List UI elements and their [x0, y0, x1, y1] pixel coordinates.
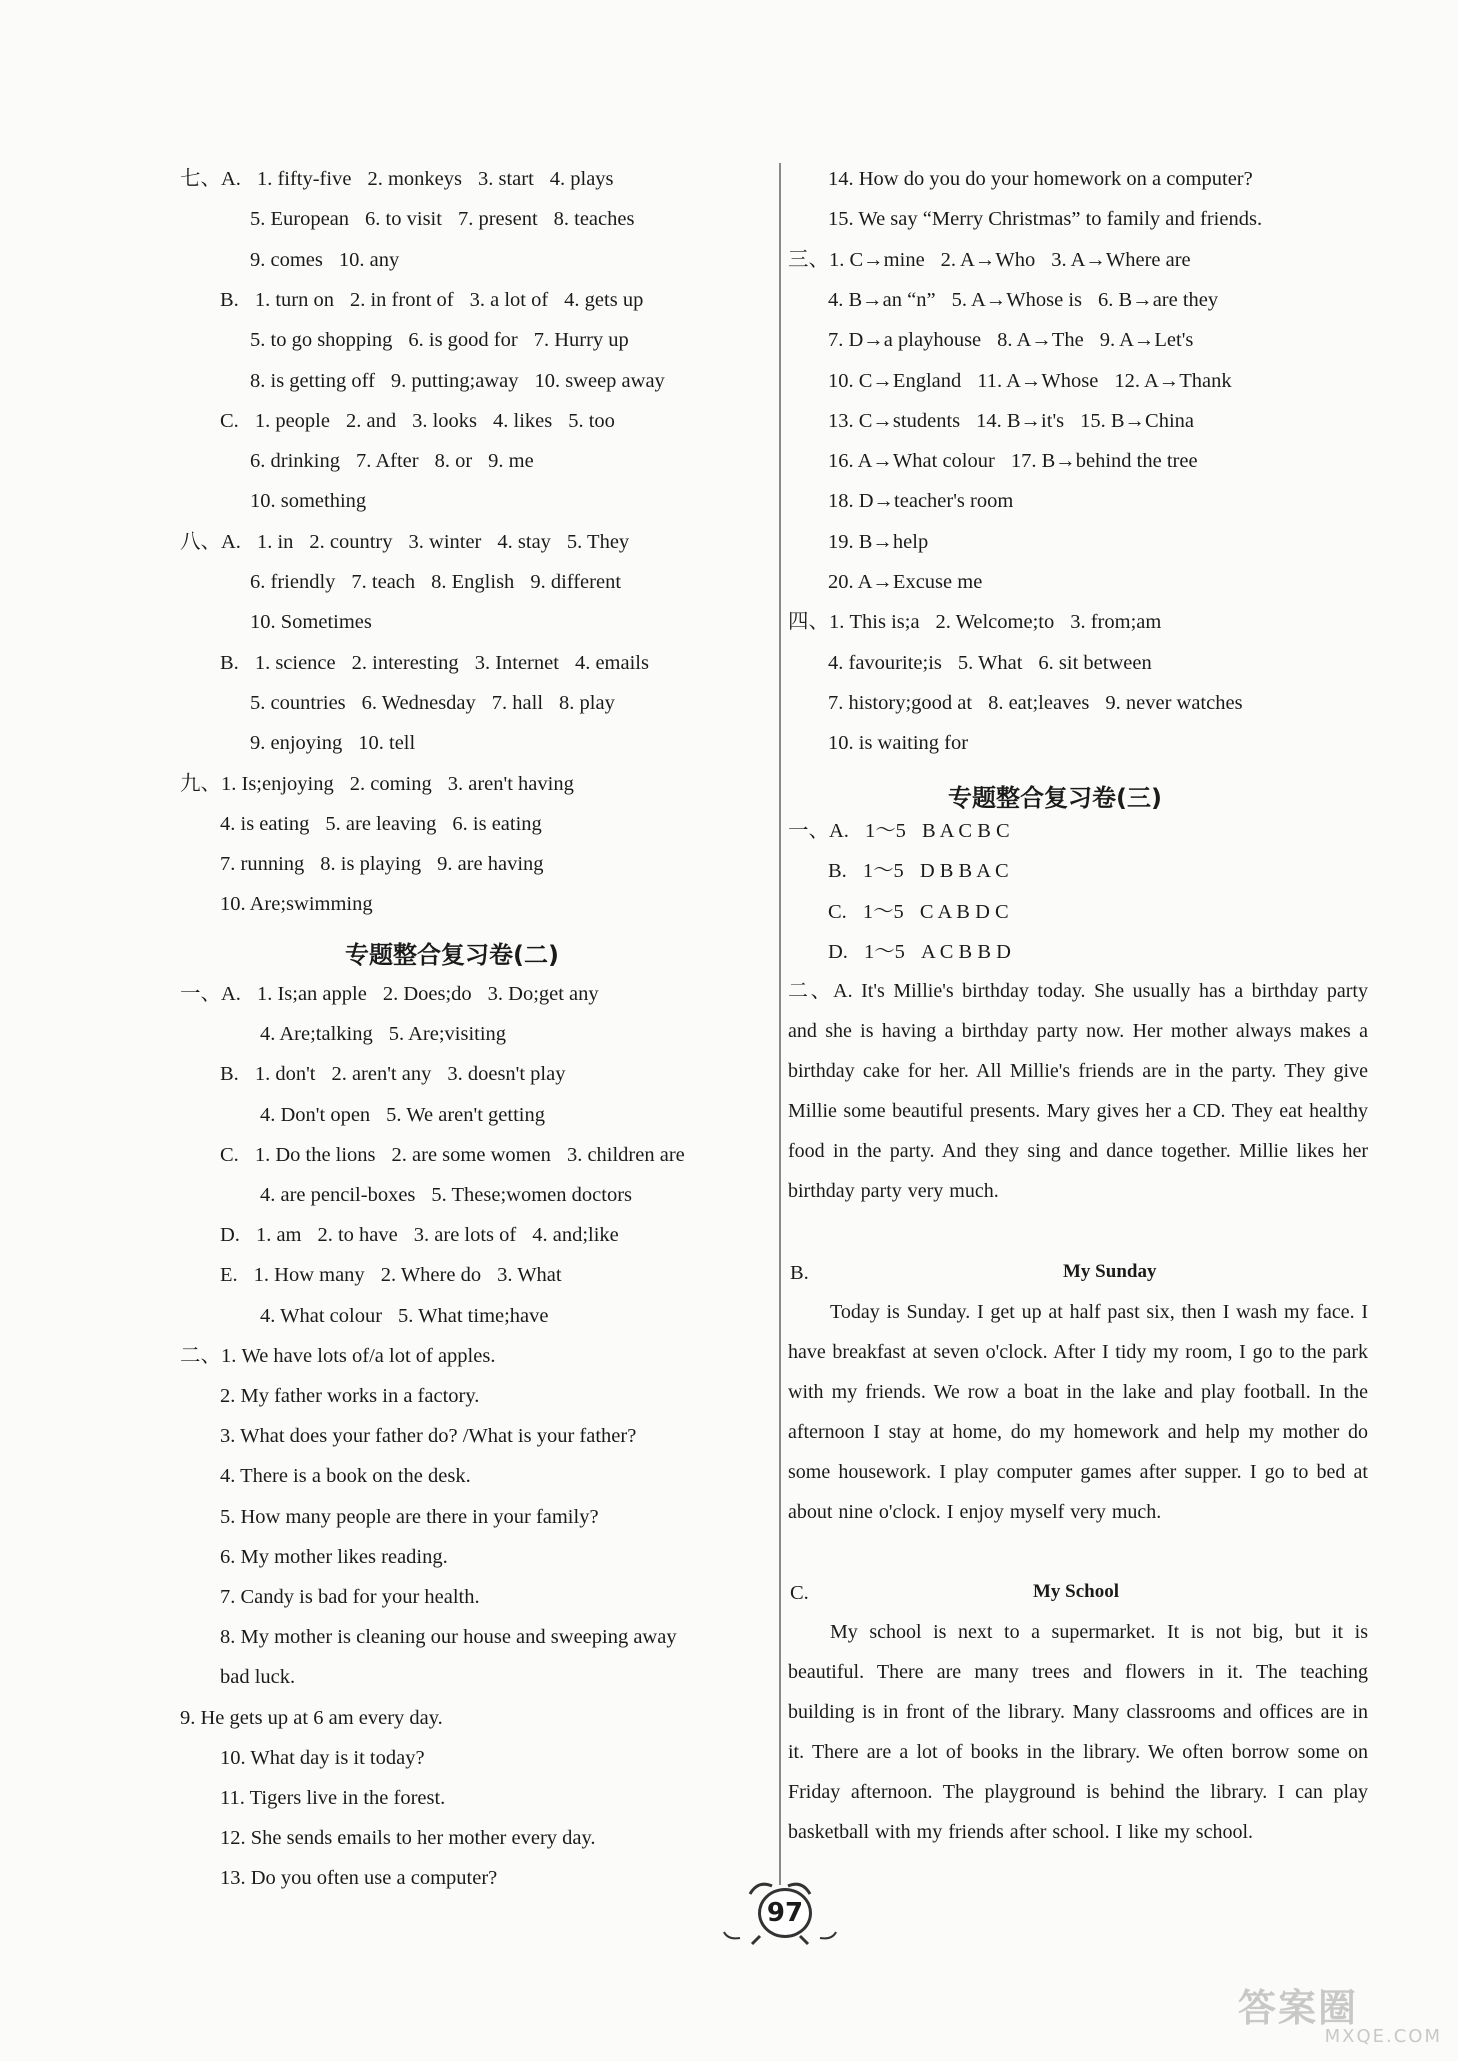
answer-line — [260, 1021, 506, 1047]
answer-item: 5. European — [250, 208, 350, 231]
answer-item: 1. Do the lions — [254, 1143, 376, 1166]
answer-item: 15. We say “Merry Christmas” to family and friends. — [828, 208, 1263, 231]
section-b-label: B. — [790, 1262, 809, 1284]
answer-item: 1～5 — [864, 820, 906, 842]
answer-item: 3. Internet — [474, 651, 559, 674]
answer-item: 6. drinking — [250, 450, 340, 473]
answer-item: 八、A. — [180, 530, 241, 553]
answer-line — [828, 448, 1198, 474]
answer-item: 二、1. We have lots of/a lot of apples. — [180, 1344, 496, 1367]
answer-item: 4. plays — [549, 168, 614, 190]
answer-item: 3. winter — [408, 530, 482, 553]
answer-item: 8. or — [434, 450, 473, 473]
answer-item: 5. countries — [250, 691, 346, 714]
answer-item: 2. Where do — [380, 1264, 482, 1287]
answer-item: 3. A→Where are — [1051, 248, 1191, 271]
answer-item: 1. am — [255, 1224, 302, 1247]
answer-line — [828, 327, 1193, 353]
answer-item: 4. There is a book on the desk. — [220, 1465, 471, 1488]
answer-item: 4. emails — [574, 651, 649, 674]
answer-line — [220, 287, 643, 313]
answer-line — [180, 1343, 495, 1369]
answer-item: 3. looks — [412, 409, 478, 432]
answer-line — [220, 851, 544, 877]
answer-item: 3. from;am — [1070, 611, 1162, 634]
answer-item: 9. different — [530, 571, 622, 593]
answer-item: 4. gets up — [564, 288, 644, 311]
answer-item: 6. friendly — [250, 571, 336, 593]
answer-line — [220, 811, 542, 837]
answer-line — [180, 166, 614, 192]
answer-line — [828, 899, 1009, 925]
answer-line — [220, 650, 649, 676]
answer-item: B. — [220, 1063, 239, 1086]
answer-item: 9. putting;away — [390, 369, 519, 392]
answer-line — [220, 1865, 497, 1891]
answer-item: 2. coming — [349, 772, 432, 795]
answer-item: 5. are leaving — [325, 812, 437, 835]
answer-item: 5. Are;visiting — [388, 1023, 507, 1046]
watermark-logo — [1238, 1977, 1448, 2047]
answer-item: 14. How do you do your homework on a computer? — [828, 168, 1253, 190]
answer-item: 20. A→Excuse me — [828, 571, 983, 593]
answer-line — [220, 1504, 599, 1530]
answer-item: 10. something — [250, 490, 367, 513]
answer-line — [180, 981, 599, 1007]
answer-line — [220, 1544, 448, 1570]
answer-item: 1. don't — [254, 1063, 316, 1086]
answer-item: B. — [828, 860, 847, 883]
answer-line — [260, 1182, 632, 1208]
answer-item: 10. C→England — [828, 369, 962, 392]
answer-line — [180, 771, 574, 797]
answer-item: 3. What does your father do? /What is your father? — [220, 1425, 637, 1448]
answer-item: 9. never watches — [1105, 691, 1243, 714]
answer-item: 2. interesting — [351, 651, 459, 674]
answer-item: 7. D→a playhouse — [828, 329, 982, 352]
answer-item: 2. Does;do — [382, 983, 472, 1005]
answer-item: 9. enjoying — [250, 732, 343, 755]
answer-item: 12. A→Thank — [1114, 369, 1232, 392]
answer-item: 2. and — [345, 409, 397, 432]
answer-item: 6. to visit — [365, 208, 442, 231]
answer-item: 10. What day is it today? — [220, 1746, 425, 1769]
answer-item: 6. is good for — [408, 329, 518, 352]
answer-item: 1. Is;an apple — [256, 983, 367, 1005]
answer-item: D. — [220, 1224, 240, 1247]
answer-item: 九、1. Is;enjoying — [180, 772, 334, 795]
answer-item: 4. and;like — [532, 1224, 619, 1247]
answer-item: 19. B→help — [828, 530, 929, 553]
answer-item: 4. is eating — [220, 812, 310, 835]
answer-item: 一、A. — [788, 820, 849, 842]
answer-item: 4. are pencil-boxes — [260, 1184, 416, 1206]
answer-item: 2. monkeys — [367, 168, 462, 190]
answer-item: 3. aren't having — [447, 772, 574, 795]
answer-item: 1～5 — [863, 940, 905, 963]
answer-item: 8. A→The — [997, 329, 1084, 352]
answer-item: 9. A→Let's — [1099, 329, 1194, 352]
answer-line — [828, 408, 1194, 434]
answer-line — [220, 1825, 596, 1851]
answer-item: 6. is eating — [452, 812, 542, 835]
answer-line — [828, 488, 1013, 514]
answer-item: 5. These;women doctors — [431, 1184, 633, 1206]
answer-item: 7. After — [355, 450, 419, 473]
answer-line — [788, 818, 1010, 844]
answer-item: 1～5 — [862, 860, 904, 883]
answer-item: 3. a lot of — [469, 288, 549, 311]
answer-item: 4. favourite;is — [828, 651, 942, 674]
section-c-label: C. — [790, 1582, 809, 1604]
answer-item: 2. A→Who — [940, 248, 1036, 271]
answer-item: 7. Hurry up — [533, 329, 629, 352]
answer-item: 8. English — [431, 571, 515, 593]
answer-item: 5. They — [566, 530, 630, 553]
answer-line — [220, 1463, 471, 1489]
answer-item: 17. B→behind the tree — [1010, 450, 1198, 473]
answer-line — [250, 569, 621, 595]
answer-item: 2. aren't any — [331, 1063, 432, 1086]
answer-item: 10. tell — [358, 732, 416, 755]
watermark-url: MXQE.COM — [1324, 2026, 1442, 2047]
answer-line — [250, 730, 415, 756]
answer-item: 14. B→it's — [976, 409, 1065, 432]
answer-item: 7. history;good at — [828, 691, 973, 714]
answer-line — [220, 891, 373, 917]
answer-line — [220, 1222, 619, 1248]
answer-line — [220, 1383, 479, 1409]
answer-item: 七、A. — [180, 168, 241, 190]
answer-item: 5. A→Whose is — [951, 288, 1083, 311]
answer-line — [788, 247, 1191, 273]
answer-line — [220, 1423, 636, 1449]
answer-line — [828, 730, 968, 756]
answer-item: 18. D→teacher's room — [828, 490, 1014, 513]
answer-item: 4. Don't open — [260, 1103, 371, 1126]
answer-item: 1. science — [254, 651, 336, 674]
answer-line — [828, 287, 1218, 313]
passage-b: Today is Sunday. I get up at half past six, then I wash my face. I have breakfast at seven o'clock. After I tidy my room, I go to the park with my friends. We row a boat in the lake and play football. In the afternoon I stay at home, do my homework and help my mother do some housework. I play computer games after supper. I go to bed at about nine o'clock. I enjoy myself very much. — [788, 1301, 1368, 1523]
answer-line — [220, 1262, 562, 1288]
answer-item: 15. B→China — [1080, 409, 1195, 432]
answer-item: 四、1. This is;a — [788, 611, 920, 634]
answer-item: 2. are some women — [391, 1143, 551, 1166]
answer-item: 9. comes — [250, 248, 323, 271]
answer-item: 1～5 — [862, 900, 904, 923]
answer-item: 10. Sometimes — [250, 611, 372, 634]
answer-item: 10. sweep away — [534, 369, 665, 392]
answer-item: 4. Are;talking — [260, 1023, 373, 1046]
answer-item: 7. Candy is bad for your health. — [220, 1586, 480, 1608]
answer-line — [220, 408, 615, 434]
answer-line — [828, 939, 1011, 965]
answer-item: 4. likes — [493, 409, 553, 432]
answer-item: 6. My mother likes reading. — [220, 1545, 448, 1568]
answer-item: B. — [220, 288, 239, 311]
answer-item: 1. How many — [253, 1264, 365, 1287]
answer-line — [220, 1785, 445, 1811]
answer-item: 9. me — [488, 450, 534, 473]
page-number-badge — [720, 1876, 840, 1946]
answer-item: 4. B→an “n” — [828, 288, 936, 311]
answer-item: 6. sit between — [1038, 651, 1152, 674]
answer-item: 10. is waiting for — [828, 732, 969, 755]
answer-item: 8. play — [559, 691, 615, 714]
answer-item: 1. in — [256, 530, 294, 553]
answer-item: 3. Do;get any — [487, 983, 599, 1005]
answer-item: 16. A→What colour — [828, 450, 995, 473]
answer-item: 3. What — [497, 1264, 562, 1287]
answer-item: 8. teaches — [553, 208, 635, 231]
answer-line — [260, 1303, 549, 1329]
answer-item: 5. to go shopping — [250, 329, 393, 352]
answer-line — [250, 368, 665, 394]
answer-item: 一、A. — [180, 983, 241, 1005]
answer-item: 10. any — [338, 248, 400, 271]
answer-item: 6. Wednesday — [361, 691, 476, 714]
answer-item: 2. in front of — [349, 288, 454, 311]
answer-item: 2. Welcome;to — [935, 611, 1055, 634]
answer-item: 6. B→are they — [1098, 288, 1219, 311]
answer-item: C A B D C — [919, 900, 1009, 923]
answer-item: 4. stay — [497, 530, 551, 553]
answer-line — [220, 1061, 565, 1087]
answer-item: 11. Tigers live in the forest. — [220, 1787, 446, 1809]
answer-item: 3. are lots of — [413, 1224, 517, 1247]
answer-line — [828, 569, 982, 595]
answer-item: A C B B D — [920, 940, 1011, 963]
answer-line — [260, 1102, 545, 1128]
answer-item: C. — [220, 409, 239, 432]
answer-item: 3. doesn't play — [447, 1063, 566, 1086]
answer-item: 1. people — [254, 409, 330, 432]
answer-item: D. — [828, 940, 848, 963]
watermark-text: 答案圈 — [1238, 1986, 1359, 2030]
answer-line — [828, 650, 1152, 676]
answer-item: 5. How many people are there in your family? — [220, 1505, 599, 1528]
answer-item: 5. too — [568, 409, 615, 432]
answer-item: 7. running — [220, 853, 305, 876]
section-c-title: My School — [1033, 1581, 1120, 1602]
answer-line — [220, 1664, 295, 1690]
answer-item: 12. She sends emails to her mother every day. — [220, 1827, 596, 1850]
answer-line — [250, 247, 399, 273]
answer-line — [250, 327, 629, 353]
answer-line — [180, 529, 629, 555]
answer-item: 9. He gets up at 6 am every day. — [180, 1706, 443, 1729]
answer-item: C. — [828, 900, 847, 923]
answer-line — [788, 609, 1161, 635]
answer-line — [220, 1745, 425, 1771]
answer-item: 7. hall — [491, 691, 544, 714]
answer-item: 3. start — [477, 168, 534, 190]
answer-line — [250, 690, 615, 716]
answer-item: 3. children are — [566, 1143, 685, 1166]
answer-item: 三、1. C→mine — [788, 248, 925, 271]
answer-line — [250, 206, 634, 232]
answer-line — [828, 206, 1262, 232]
answer-item: 4. What colour — [260, 1304, 383, 1327]
answer-item: 1. fifty-five — [256, 168, 352, 190]
answer-item: 8. My mother is cleaning our house and sweeping away — [220, 1626, 677, 1649]
answer-item: E. — [220, 1264, 238, 1287]
section-heading-3: 专题整合复习卷(三) — [948, 784, 1162, 812]
answer-item: 8. is playing — [320, 853, 422, 876]
section-b-title: My Sunday — [1063, 1261, 1157, 1282]
answer-line — [828, 368, 1232, 394]
answer-line — [828, 529, 928, 555]
answer-line — [220, 1142, 685, 1168]
answer-item: 1. turn on — [254, 288, 334, 311]
answer-line — [250, 488, 366, 514]
section-heading-2: 专题整合复习卷(二) — [345, 941, 559, 969]
answer-item: 13. Do you often use a computer? — [220, 1867, 498, 1890]
answer-item: 8. eat;leaves — [988, 691, 1090, 714]
answer-line — [250, 448, 534, 474]
answer-line — [828, 858, 1009, 884]
answer-item: 2. country — [309, 530, 393, 553]
column-divider — [779, 163, 781, 1885]
answer-item: 9. are having — [437, 853, 544, 876]
answer-item: 2. My father works in a factory. — [220, 1385, 480, 1407]
answer-item: 2. to have — [317, 1224, 398, 1247]
answer-item: C. — [220, 1143, 239, 1166]
answer-item: 13. C→students — [828, 409, 961, 432]
answer-item: 8. is getting off — [250, 369, 375, 392]
answer-line — [220, 1584, 480, 1610]
answer-item: bad luck. — [220, 1666, 296, 1689]
answer-line — [220, 1624, 677, 1650]
answer-item: 5. What — [957, 651, 1023, 674]
page-number: 97 — [758, 1888, 812, 1938]
answer-item: 11. A→Whose — [977, 369, 1099, 392]
passage-c: My school is next to a supermarket. It is not big, but it is beautiful. There are many trees and flowers in it. The teaching building is in front of the library. Many classrooms and offices are in it. There are a lot of books in the library. We often borrow some on Friday afternoon. The playground is behind the library. I can play basketball with my friends after school. I like my school. — [788, 1621, 1368, 1843]
answer-item: 10. Are;swimming — [220, 893, 373, 916]
answer-line — [828, 690, 1243, 716]
answer-item: B. — [220, 651, 239, 674]
answer-item: 5. We aren't getting — [386, 1103, 545, 1126]
answer-item: 5. What time;have — [398, 1304, 549, 1327]
answer-item: 7. teach — [351, 571, 416, 593]
answer-item: 7. present — [457, 208, 538, 231]
answer-line — [180, 1705, 443, 1731]
answer-line — [250, 609, 372, 635]
answer-item: D B B A C — [919, 860, 1009, 883]
passage-a: 二、A. It's Millie's birthday today. She usually has a birthday party and she is having a birthday party now. Her mother always makes a birthday cake for her. All Millie's friends are in the party. They give Millie some beautiful presents. Mary gives her a CD. They eat healthy food in the party. And they sing and dance together. Millie likes her birthday party very much. — [788, 980, 1368, 1202]
answer-line — [828, 166, 1253, 192]
answer-item: B A C B C — [921, 820, 1010, 842]
